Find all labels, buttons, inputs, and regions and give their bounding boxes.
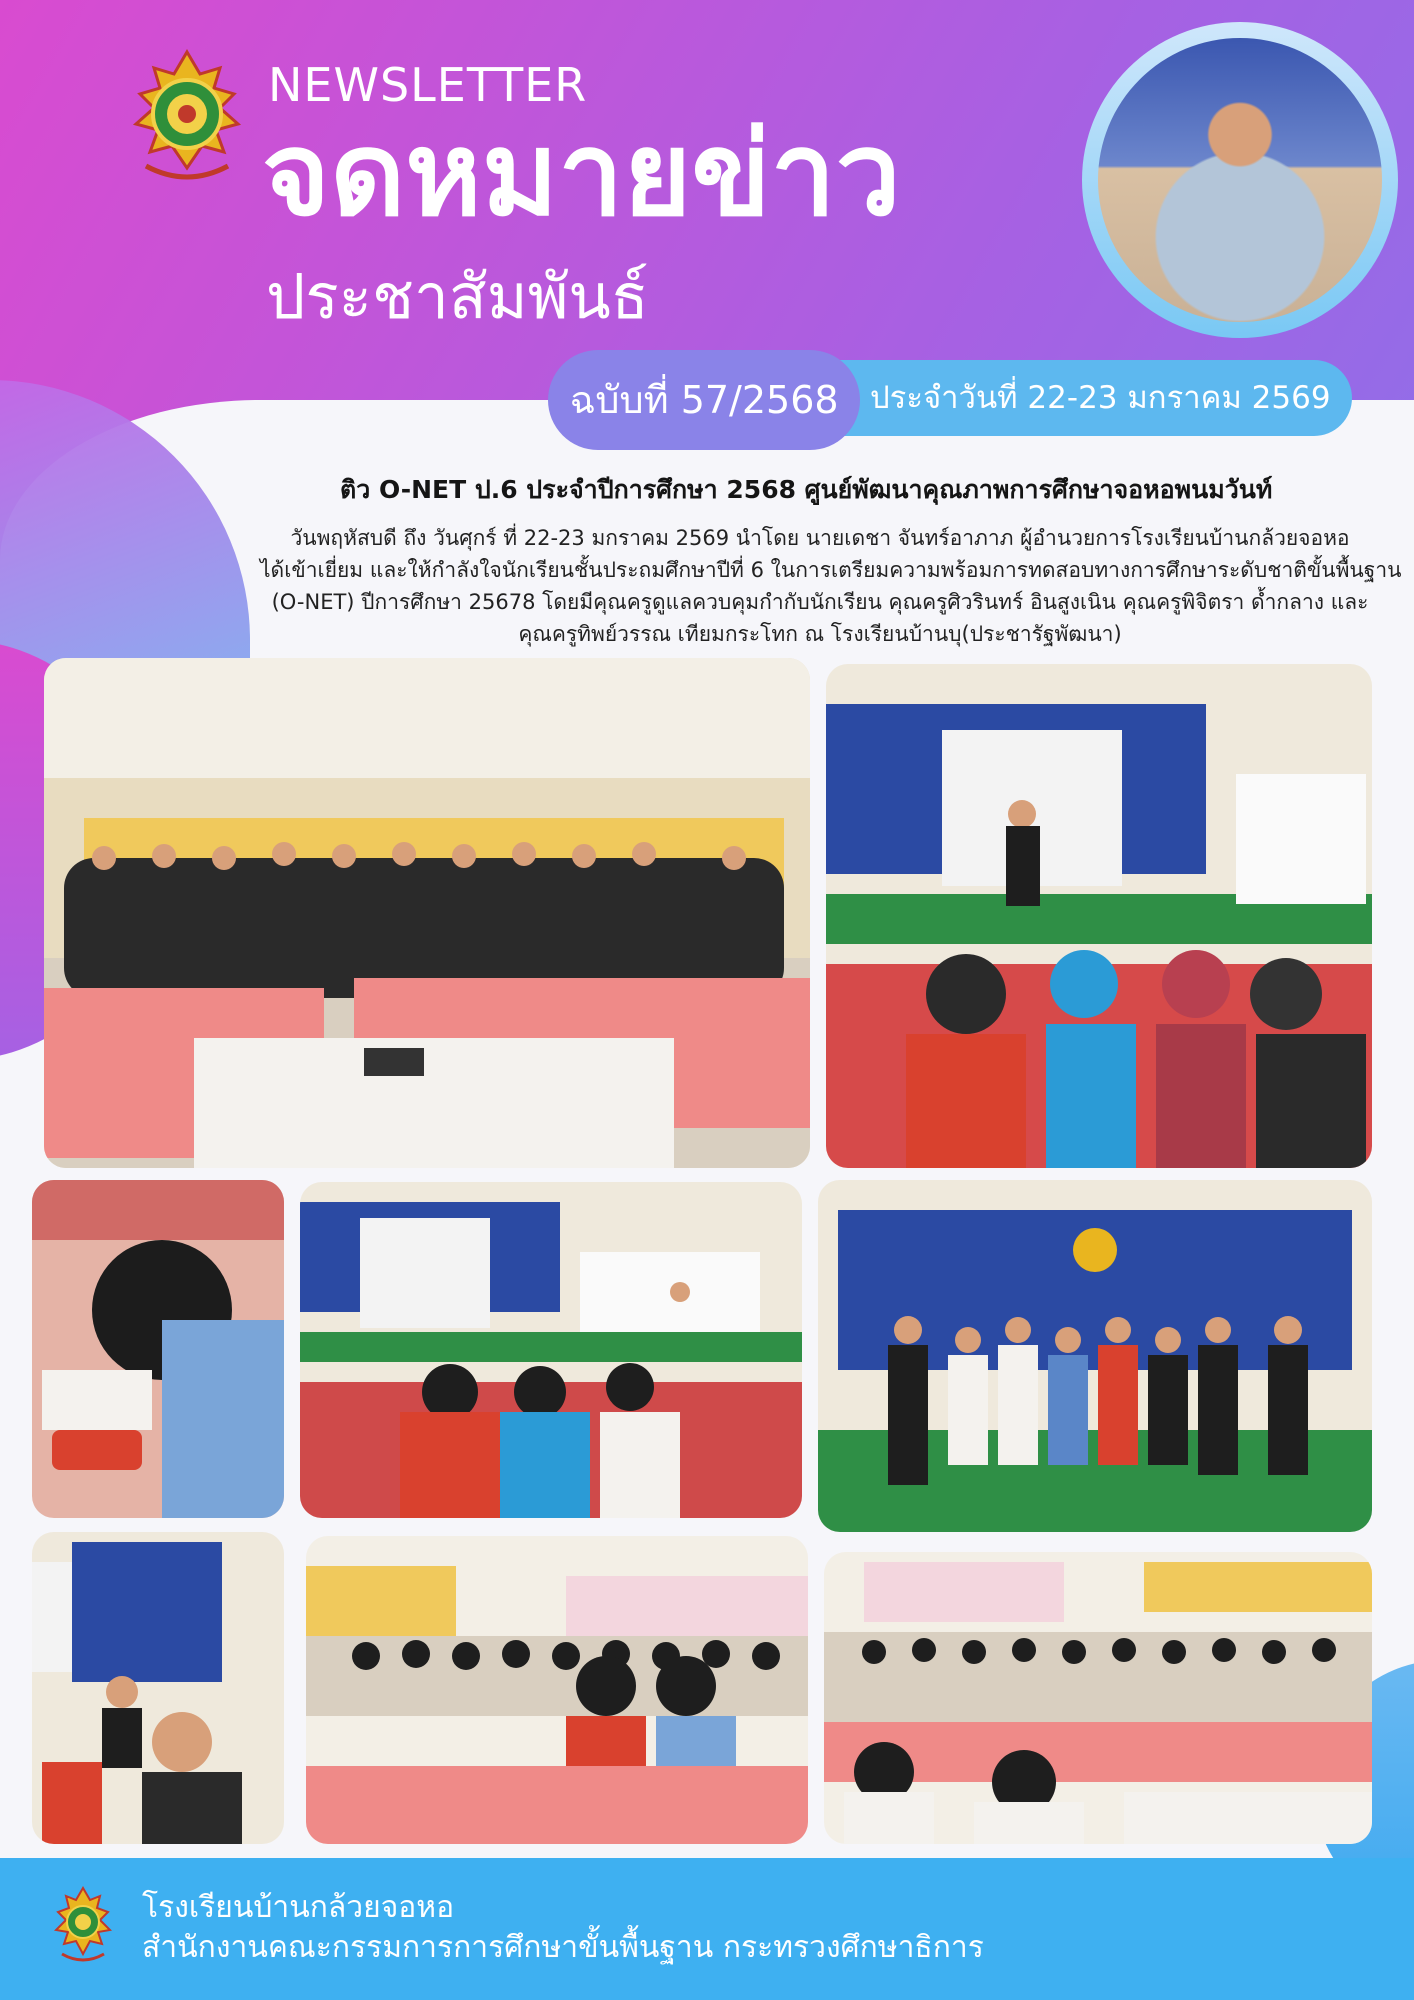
photo-group-stage [818, 1180, 1372, 1532]
footer-office-name: สำนักงานคณะกรรมการการศึกษาขั้นพื้นฐาน กระทรวงศึกษาธิการ [142, 1930, 984, 1965]
article-headline: ติว O-NET ป.6 ประจำปีการศึกษา 2568 ศูนย์พัฒนาคุณภาพการศึกษาจอหอพนมวันท์ [340, 475, 1273, 504]
article-body [260, 522, 1402, 650]
issue-number-pill [548, 350, 860, 450]
principal-portrait [1098, 38, 1382, 322]
article-body-line: (O-NET) ปีการศึกษา 25678 โดยมีคุณครูดูแลควบคุมกำกับนักเรียน คุณครูศิวรินทร์ อินสูงเนิน คุณครูพิจิตรา ด้ำกลาง และ [271, 590, 1369, 614]
photo-classroom-projector [300, 1182, 802, 1518]
school-emblem-logo [128, 48, 246, 188]
footer-school-emblem-logo [54, 1886, 112, 1966]
article-body-line: ได้เข้าเยี่ยม และให้กำลังใจนักเรียนชั้นประถมศึกษาปีที่ 6 ในการเตรียมความพร้อมการทดสอบทางการศึกษาระดับชาติขั้นพื้นฐาน [260, 558, 1402, 582]
page-title: จดหมายข่าว [262, 107, 901, 242]
photo-student-writing [32, 1180, 284, 1518]
photo-group-hall [44, 658, 810, 1168]
issue-date: ประจำวันที่ 22-23 มกราคม 2569 [870, 380, 1331, 416]
page-subtitle: ประชาสัมพันธ์ [266, 260, 649, 333]
issue-date-pill [800, 360, 1352, 436]
footer-school-name: โรงเรียนบ้านกล้วยจอหอ [142, 1890, 455, 1925]
article-body-line: วันพฤหัสบดี ถึง วันศุกร์ ที่ 22-23 มกราคม 2569 นำโดย นายเดชา จันทร์อาภาภ ผู้อำนวยการโรงเรียนบ้านกล้วยจอหอ [290, 526, 1350, 550]
photo-teacher-speaking [826, 664, 1372, 1168]
photo-students-exam-hall [306, 1536, 808, 1844]
portrait-frame [1082, 22, 1398, 338]
issue-number: ฉบับที่ 57/2568 [569, 378, 839, 422]
article-body-line: คุณครูทิพย์วรรณ เทียมกระโทก ณ โรงเรียนบ้านบุ(ประชารัฐพัฒนา) [518, 622, 1122, 646]
photo-students-studying [824, 1552, 1372, 1844]
newsletter-label: NEWSLETTER [268, 58, 588, 112]
photo-teacher-microphone [32, 1532, 284, 1844]
